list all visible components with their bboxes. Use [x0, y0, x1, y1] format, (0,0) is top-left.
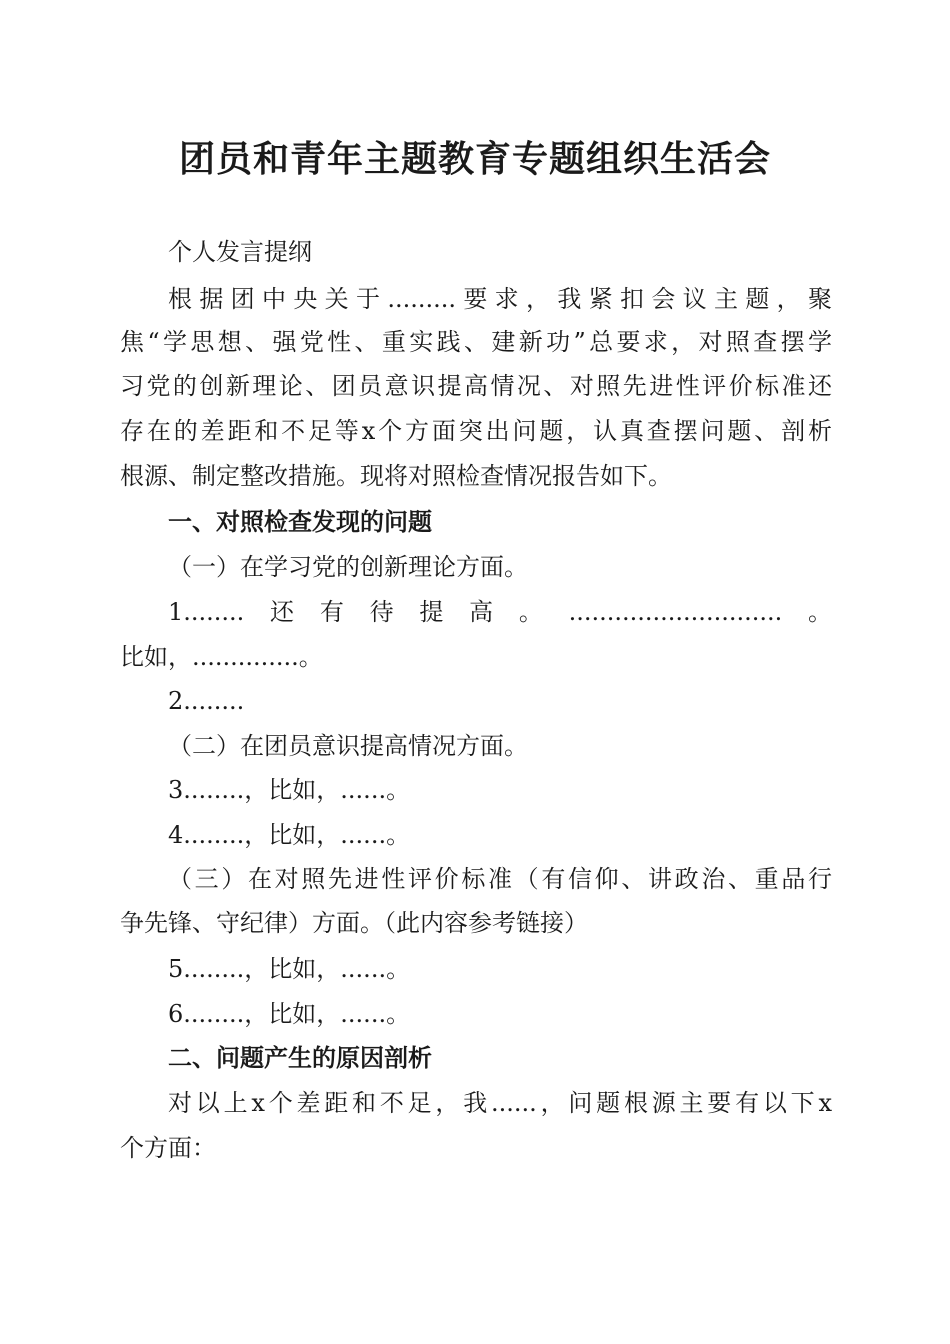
section-1-heading: 一、对照检查发现的问题: [168, 508, 432, 536]
subsection-3-heading-line-1: （三）在对照先进性评价标准（有信仰、讲政治、重品行: [168, 865, 832, 893]
document-subtitle: 个人发言提纲: [168, 238, 312, 266]
subsection-2-heading: （二）在团员意识提高情况方面。: [168, 732, 528, 760]
subsection-1-heading: （一）在学习党的创新理论方面。: [168, 553, 528, 581]
subsection-3-heading-line-2: 争先锋、守纪律）方面。（此内容参考链接）: [120, 909, 588, 937]
intro-line-4: 存在的差距和不足等x个方面突出问题，认真查摆问题、剖析: [120, 417, 832, 445]
intro-line-5: 根源、制定整改措施。现将对照检查情况报告如下。: [120, 462, 672, 490]
item-3: 3........，比如，......。: [168, 776, 411, 804]
intro-line-1: 根据团中央关于.........要求，我紧扣会议主题，聚: [168, 285, 832, 313]
item-5: 5........，比如，......。: [168, 955, 411, 983]
section-2-body-line-2: 个方面：: [120, 1134, 216, 1162]
intro-line-2: 焦“学思想、强党性、重实践、建新功”总要求，对照查摆学: [120, 328, 832, 356]
item-1-line-2: 比如，..............。: [120, 643, 323, 671]
item-6: 6........，比如，......。: [168, 1000, 411, 1028]
item-2: 2........: [168, 687, 245, 715]
intro-line-3: 习党的创新理论、团员意识提高情况、对照先进性评价标准还: [120, 372, 832, 400]
section-2-heading: 二、问题产生的原因剖析: [168, 1044, 432, 1072]
document-title: 团员和青年主题教育专题组织生活会: [178, 138, 771, 180]
section-2-body-line-1: 对以上x个差距和不足，我......，问题根源主要有以下x: [168, 1089, 832, 1117]
item-1-line-1: 1........还有待提高。............................。: [168, 598, 832, 626]
item-4: 4........，比如，......。: [168, 821, 411, 849]
